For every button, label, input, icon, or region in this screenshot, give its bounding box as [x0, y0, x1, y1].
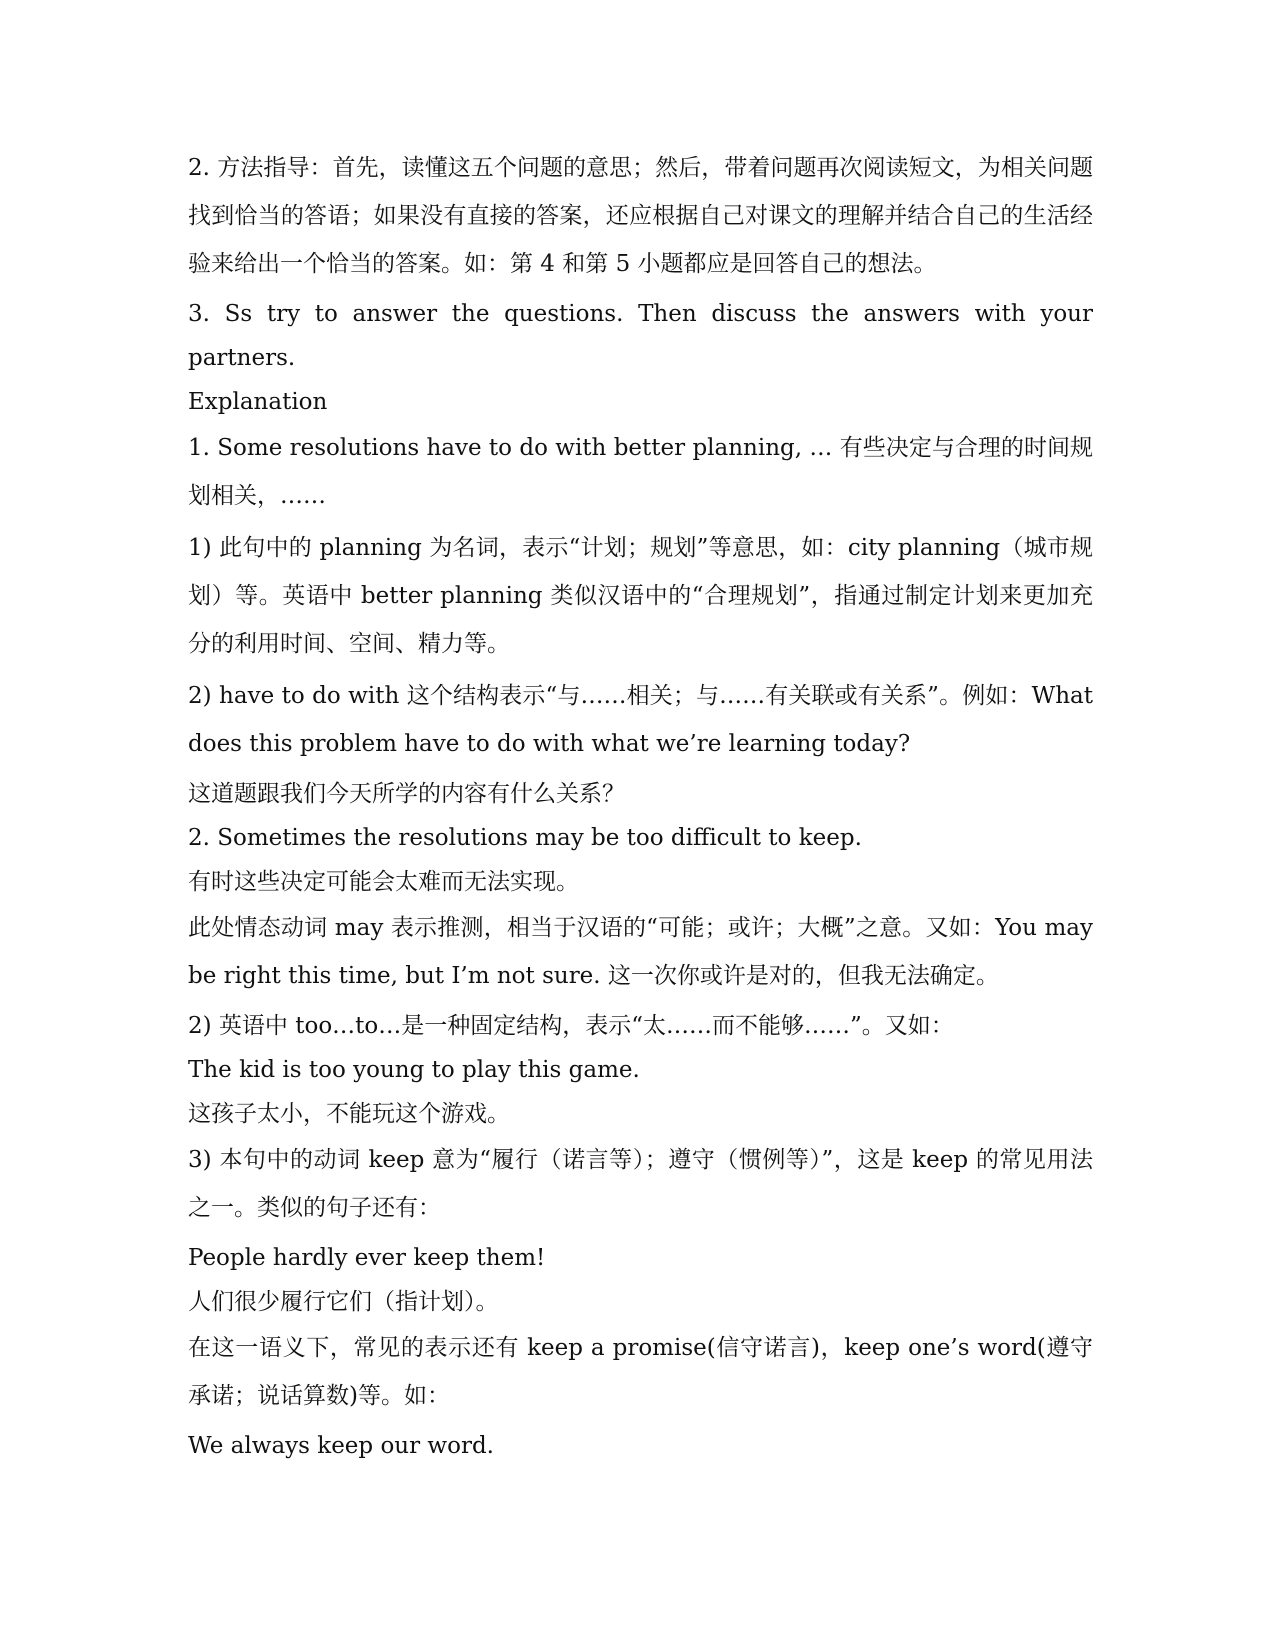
keep-example: People hardly ever keep them!	[188, 1245, 546, 1271]
explanation-1-example-translation: 这道题跟我们今天所学的内容有什么关系？	[188, 781, 625, 807]
too-to-example: The kid is too young to play this game.	[188, 1057, 640, 1083]
explanation-1-note-2: 2) have to do with 这个结构表示“与……相关；与……有关联或有关系”。例如：What does this problem have to do with what we’re learning today?	[188, 683, 1093, 757]
keep-word-example: We always keep our word.	[188, 1433, 494, 1459]
keep-example-translation: 人们很少履行它们（指计划）。	[188, 1289, 499, 1315]
explanation-2-note-too-to: 2) 英语中 too…to…是一种固定结构，表示“太……而不能够……”。又如：	[188, 1013, 954, 1039]
document-body	[188, 144, 1093, 1468]
keep-promise-note: 在这一语义下，常见的表示还有 keep a promise(信守诺言)，keep one’s word(遵守承诺；说话算数)等。如：	[188, 1335, 1093, 1409]
method-guidance-paragraph: 2. 方法指导：首先，读懂这五个问题的意思；然后，带着问题再次阅读短文，为相关问题找到恰当的答语；如果没有直接的答案，还应根据自己对课文的理解并结合自己的生活经验来给出一个恰当的答案。如：第 4 和第 5 小题都应是回答自己的想法。	[188, 155, 1093, 277]
explanation-2-translation: 有时这些决定可能会太难而无法实现。	[188, 869, 579, 895]
explanation-1-sentence: 1. Some resolutions have to do with better planning, … 有些决定与合理的时间规划相关，……	[188, 435, 1093, 509]
explanation-1-note-1: 1) 此句中的 planning 为名词，表示“计划；规划”等意思，如：city planning（城市规划）等。英语中 better planning 类似汉语中的“合理规划”，指通过制定计划来更加充分的利用时间、空间、精力等。	[188, 535, 1093, 657]
explanation-2-note-may: 此处情态动词 may 表示推测，相当于汉语的“可能；或许；大概”之意。又如：You may be right this time, but I’m not sure. 这一次你或许是对的，但我无法确定。	[188, 915, 1093, 989]
explanation-heading: Explanation	[188, 389, 328, 415]
explanation-2-sentence: 2. Sometimes the resolutions may be too difficult to keep.	[188, 825, 862, 851]
step-3-instruction: 3. Ss try to answer the questions. Then discuss the answers with your partners.	[188, 301, 1093, 371]
explanation-2-note-keep: 3) 本句中的动词 keep 意为“履行（诺言等）；遵守（惯例等）”，这是 keep 的常见用法之一。类似的句子还有：	[188, 1147, 1093, 1221]
too-to-example-translation: 这孩子太小，不能玩这个游戏。	[188, 1101, 510, 1127]
